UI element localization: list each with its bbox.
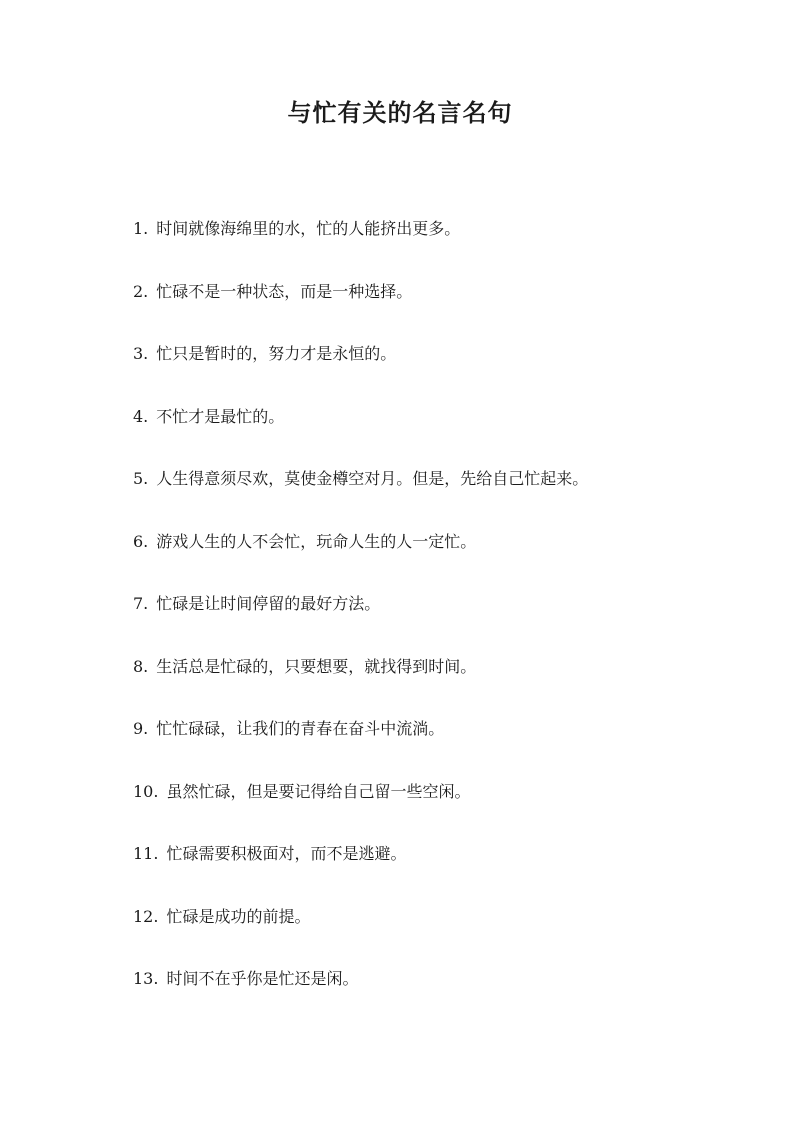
- quote-number: 9.: [133, 719, 149, 738]
- quote-number: 10.: [133, 781, 159, 801]
- quote-item: [133, 468, 753, 531]
- quote-number: 12.: [133, 906, 159, 926]
- quote-text: 虽然忙碌，但是要记得给自己留一些空闲。: [166, 781, 471, 801]
- quote-number: 3.: [133, 344, 149, 363]
- quote-text: 游戏人生的人不会忙，玩命人生的人一定忙。: [156, 531, 477, 551]
- quote-number: 6.: [133, 531, 149, 551]
- quote-item: [133, 656, 753, 719]
- quote-text: 不忙才是最忙的。: [156, 406, 285, 426]
- quote-number: 5.: [133, 469, 149, 488]
- quote-text: 忙碌是让时间停留的最好方法。: [156, 594, 381, 613]
- quote-item: [133, 968, 753, 1031]
- quote-text: 忙碌需要积极面对，而不是逃避。: [166, 844, 407, 863]
- quote-item: [133, 718, 753, 781]
- quote-number: 4.: [133, 406, 149, 426]
- quote-number: 11.: [133, 844, 159, 863]
- quote-text: 人生得意须尽欢，莫使金樽空对月。但是，先给自己忙起来。: [156, 469, 589, 488]
- quote-item: [133, 343, 753, 406]
- quote-number: 1.: [133, 219, 149, 238]
- quote-text: 生活总是忙碌的，只要想要，就找得到时间。: [156, 656, 477, 676]
- quote-item: [133, 531, 753, 594]
- quote-item: [133, 593, 753, 656]
- quote-item: [133, 781, 753, 844]
- quote-text: 忙碌是成功的前提。: [166, 906, 311, 926]
- quote-item: [133, 281, 753, 344]
- quote-number: 7.: [133, 594, 149, 613]
- quote-number: 8.: [133, 656, 149, 676]
- quote-number: 2.: [133, 281, 149, 301]
- quote-list: [133, 218, 753, 1031]
- quote-number: 13.: [133, 969, 159, 988]
- quote-text: 时间不在乎你是忙还是闲。: [166, 969, 359, 988]
- page-title: 与忙有关的名言名句: [287, 98, 513, 127]
- quote-text: 忙只是暂时的，努力才是永恒的。: [156, 344, 397, 363]
- quote-item: [133, 406, 753, 469]
- quote-text: 时间就像海绵里的水，忙的人能挤出更多。: [156, 219, 461, 238]
- quote-item: [133, 906, 753, 969]
- quote-text: 忙忙碌碌，让我们的青春在奋斗中流淌。: [156, 719, 445, 738]
- quote-item: [133, 218, 753, 281]
- quote-item: [133, 843, 753, 906]
- quote-text: 忙碌不是一种状态，而是一种选择。: [156, 281, 413, 301]
